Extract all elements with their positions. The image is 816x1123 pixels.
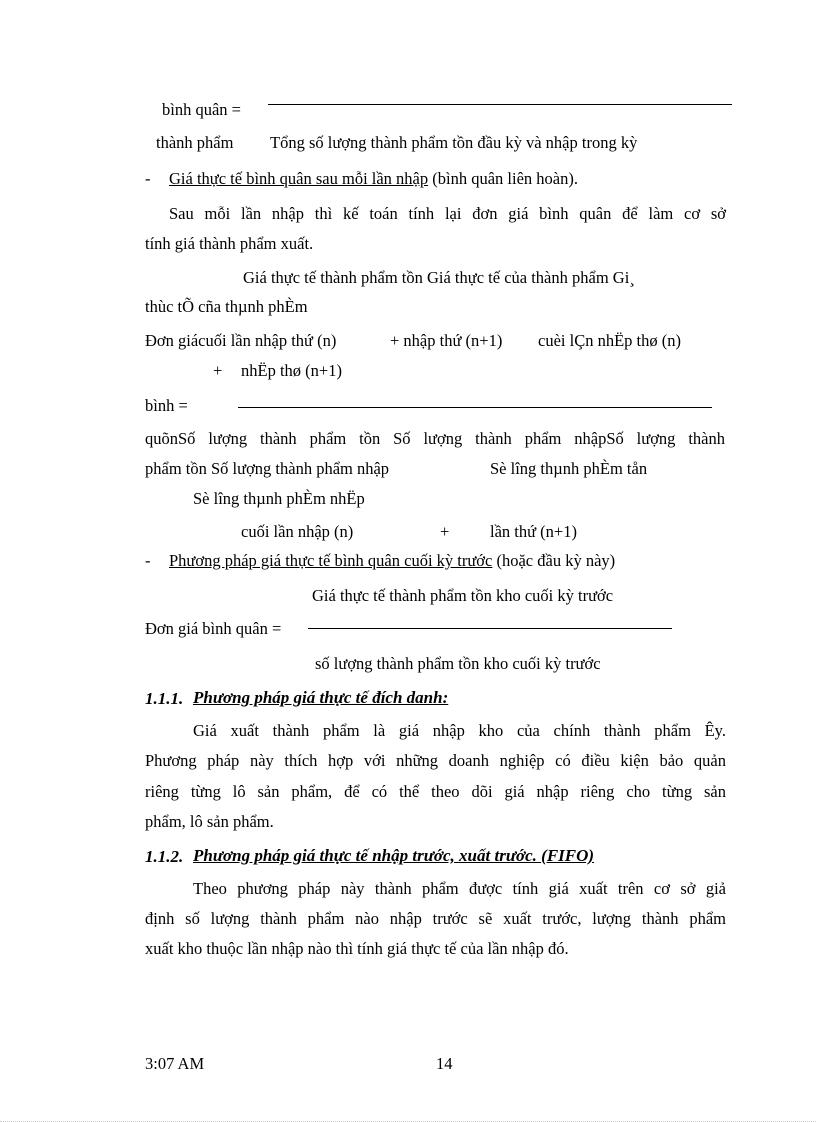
garbled-text: thùc tÕ cña thµnh phÈm bbox=[145, 297, 308, 316]
fraction-line bbox=[308, 628, 672, 629]
formula-row: + nhập thứ (n+1) bbox=[390, 331, 503, 350]
formula-subscript: cuối lần nhập (n) bbox=[241, 522, 354, 541]
formula-denominator: quõnSố lượng thành phẩm tồn Số lượng thành phẩm nhậpSố lượng thành bbox=[145, 429, 725, 448]
garbled-text: nhËp thø (n+1) bbox=[241, 361, 342, 380]
section-title: Phương pháp giá thực tế đích danh: bbox=[193, 688, 449, 707]
plus-sign: + bbox=[440, 522, 450, 541]
section-title: Phương pháp giá thực tế nhập trước, xuất trước. (FIFO) bbox=[193, 846, 595, 865]
page-edge-divider bbox=[0, 1121, 816, 1122]
paragraph-line: Theo phương pháp này thành phẩm được tính giá xuất trên cơ sở giả bbox=[193, 879, 726, 898]
section-number: 1.1.2. bbox=[145, 847, 184, 866]
bullet: - bbox=[145, 551, 151, 570]
method-previous-suffix: (hoặc đầu kỳ này) bbox=[492, 551, 616, 570]
formula-label-binh: bình = bbox=[145, 396, 188, 415]
paragraph-line: Sau mỗi lần nhập thì kế toán tính lại đơn giá bình quân để làm cơ sở bbox=[169, 204, 726, 223]
formula-numerator: Giá thực tế thành phẩm tồn kho cuối kỳ trước bbox=[312, 586, 614, 605]
paragraph-line: xuất kho thuộc lần nhập nào thì tính giá thực tế của lần nhập đó. bbox=[145, 939, 569, 958]
footer-time: 3:07 AM bbox=[145, 1054, 205, 1073]
formula-numerator: Giá thực tế thành phẩm tồn Giá thực tế của thành phẩm Gi¸ bbox=[243, 268, 635, 287]
formula-subscript: lần thứ (n+1) bbox=[490, 522, 577, 541]
fraction-line bbox=[238, 407, 712, 408]
method-continuous-heading bbox=[169, 171, 578, 188]
paragraph-line: Giá xuất thành phẩm là giá nhập kho của chính thành phẩm Êy. bbox=[193, 721, 726, 740]
method-continuous-suffix: (bình quân liên hoàn). bbox=[428, 169, 578, 188]
paragraph-line: tính giá thành phẩm xuất. bbox=[145, 234, 314, 253]
paragraph-line: riêng từng lô sản phẩm, để có thể theo dõi giá nhập riêng cho từng sản bbox=[145, 782, 726, 801]
formula-denominator: số lượng thành phẩm tồn kho cuối kỳ trước bbox=[315, 654, 601, 673]
formula-label-binh-quan: bình quân = bbox=[162, 100, 241, 119]
method-previous-title: Phương pháp giá thực tế bình quân cuối kỳ trước bbox=[169, 551, 493, 570]
garbled-text: Sè lîng thµnh phÈm tån bbox=[490, 459, 648, 478]
method-continuous-title: Giá thực tế bình quân sau mỗi lần nhập bbox=[169, 169, 429, 188]
formula-denominator: Tổng số lượng thành phẩm tồn đầu kỳ và nhập trong kỳ bbox=[270, 133, 638, 152]
formula-row: Đơn giácuối lần nhập thứ (n) bbox=[145, 331, 337, 350]
method-previous-heading bbox=[169, 553, 615, 570]
paragraph-line: Phương pháp này thích hợp với những doanh nghiệp có điều kiện bảo quản bbox=[145, 751, 726, 770]
paragraph-line: định số lượng thành phẩm nào nhập trước sẽ xuất trước, lượng thành phẩm bbox=[145, 909, 726, 928]
formula-denominator: phẩm tồn Số lượng thành phẩm nhập bbox=[145, 459, 390, 478]
garbled-text: Sè lîng thµnh phÈm nhËp bbox=[193, 489, 365, 508]
garbled-text: cuèi lÇn nhËp thø (n) bbox=[538, 331, 681, 350]
formula-label-don-gia: Đơn giá bình quân = bbox=[145, 619, 282, 638]
plus-sign: + bbox=[213, 361, 223, 380]
formula-label-thanh-pham: thành phẩm bbox=[156, 133, 234, 152]
page-number: 14 bbox=[436, 1054, 453, 1073]
fraction-line bbox=[268, 104, 732, 105]
section-number: 1.1.1. bbox=[145, 689, 184, 708]
paragraph-line: phẩm, lô sản phẩm. bbox=[145, 812, 274, 831]
bullet: - bbox=[145, 169, 151, 188]
